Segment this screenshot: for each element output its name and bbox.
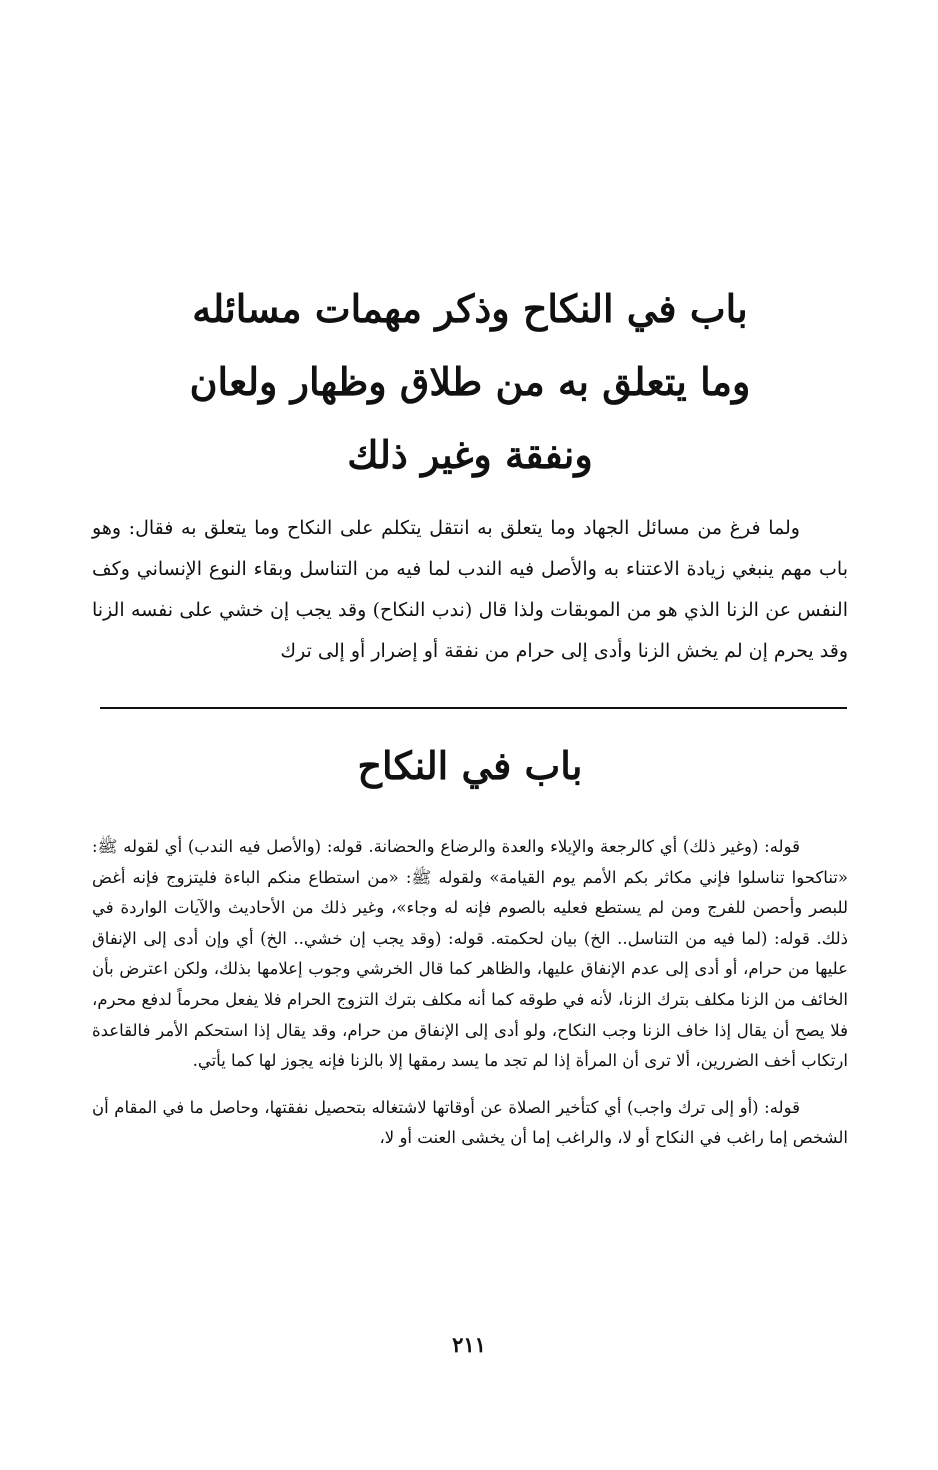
main-heading-line-2: وما يتعلق به من طلاق وظهار ولعان: [189, 359, 751, 404]
page-number: ٢١١: [452, 1332, 486, 1357]
main-text: [92, 508, 848, 672]
section-heading: باب في النكاح: [357, 743, 583, 788]
commentary-paragraph-1: قوله: (وغير ذلك) أي كالرجعة والإيلاء والعدة والرضاع والحضانة. قوله: (والأصل فيه الندب) أي لقوله ﷺ: «تناكحوا تناسلوا فإني مكاثر بكم الأمم يوم القيامة» ولقوله ﷺ: «من استطاع منكم الباءة فليتزوج فإنه أغض للبصر وأحصن للفرج ومن لم يستطع فعليه بالصوم فإنه له وجاء»، وغير ذلك من الأحاديث والآيات الواردة في ذلك. قوله: (لما فيه من التناسل.. الخ) بيان لحكمته. قوله: (وقد يجب إن خشي.. الخ) أي وإن أدى إلى الإنفاق عليها من حرام، أو أدى إلى عدم الإنفاق عليها، والظاهر كما قال الخرشي وجوب إعلامها بذلك، ولكن اعترض بأن الخائف من الزنا مكلف بترك الزنا، لأنه في طوقه كما أنه مكلف بترك التزوج الحرام فلا يفعل محرماً لدفع محرم، فلا يصح أن يقال إذا خاف الزنا وجب النكاح، ولو أدى إلى الإنفاق من حرام، وقد يقال إذا استحكم الأمر فالقاعدة ارتكاب أخف الضررين، ألا ترى أن المرأة إذا لم تجد ما يسد رمقها إلا بالزنا فإنه يجوز لها كما يأتي.: [92, 837, 848, 1071]
main-heading-line-3: ونفقة وغير ذلك: [347, 432, 593, 477]
main-text-paragraph: ولما فرغ من مسائل الجهاد وما يتعلق به انتقل يتكلم على النكاح وما يتعلق به فقال: وهو باب مهم ينبغي زيادة الاعتناء به والأصل فيه الندب لما فيه من التناسل وبقاء النوع الإنساني وكف النفس عن الزنا الذي هو من الموبقات ولذا قال (ندب النكاح) وقد يجب إن خشي على نفسه الزنا وقد يحرم إن لم يخش الزنا وأدى إلى حرام من نفقة أو إضرار أو إلى ترك: [92, 517, 848, 662]
main-heading-line-1: باب في النكاح وذكر مهمات مسائله: [192, 286, 748, 331]
commentary: [92, 832, 848, 1154]
footnote-divider: [100, 707, 847, 709]
main-heading: [150, 272, 790, 491]
commentary-paragraph-2: قوله: (أو إلى ترك واجب) أي كتأخير الصلاة عن أوقاتها لاشتغاله بتحصيل نفقتها، وحاصل ما في المقام أن الشخص إما راغب في النكاح أو لا، والراغب إما أن يخشى العنت أو لا،: [92, 1097, 848, 1148]
